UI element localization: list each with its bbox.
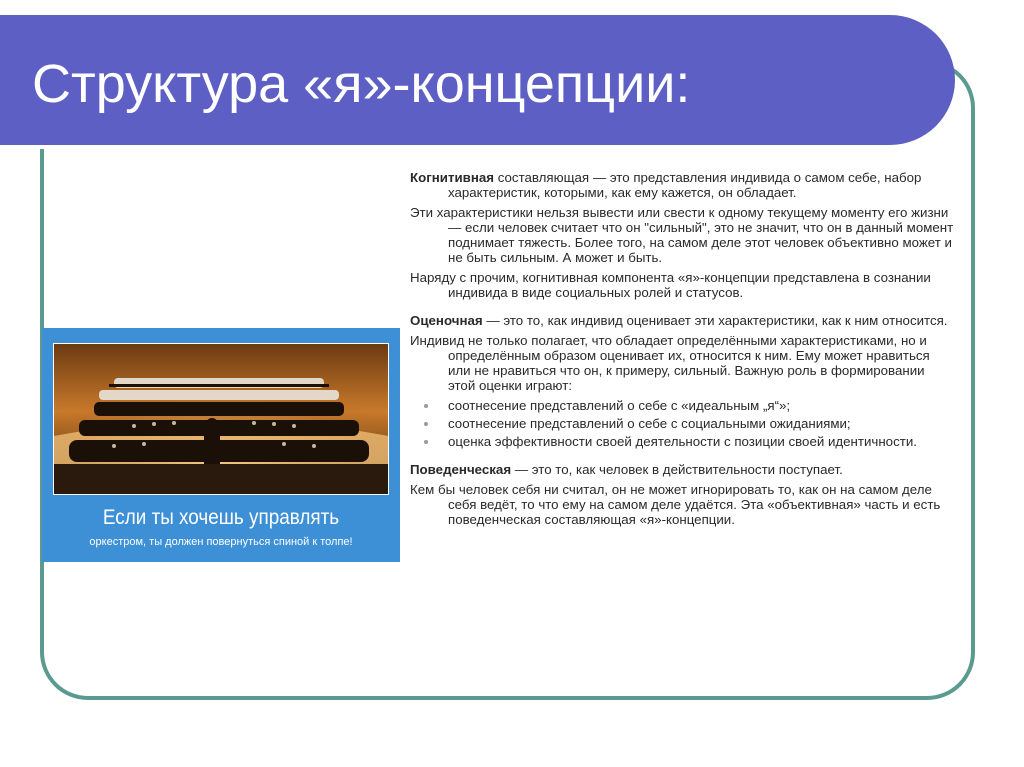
evaluative-paragraph-2: Индивид не только полагает, что обладает определёнными характеристиками, но и определённым образом оценивает их, относится к ним. Ему может нравиться или не нравиться что он, к примеру, сильный. Важную роль в формировании этой оценки играют: xyxy=(410,333,930,393)
bullet-dot-icon xyxy=(424,404,428,408)
behavioral-term: Поведенческая xyxy=(410,462,512,477)
poster-subline: оркестром, ты должен повернуться спиной к толпе! xyxy=(89,536,353,548)
motivator-poster xyxy=(42,328,400,562)
evaluative-definition: Оценочная — это то, как индивид оценивает эти характеристики, как к ним относится. xyxy=(410,313,948,328)
list-item: соотнесение представлений о себе с «идеальным „я“»; xyxy=(410,398,955,413)
bullet-dot-icon xyxy=(424,422,428,426)
slide-title: Структура «я»-концепции: xyxy=(32,54,691,114)
cognitive-paragraph-2: Эти характеристики нельзя вывести или свести к одному текущему моменту его жизни — если человек считает что он "сильный", это не значит, что он в данный момент поднимает тяжесть. Более того, на самом деле этот человек объективно может и не быть сильным. А может и быть. xyxy=(410,205,954,265)
evaluative-term: Оценочная xyxy=(410,313,483,328)
list-item: соотнесение представлений о себе с социальными ожиданиями; xyxy=(410,416,955,431)
title-underline xyxy=(0,145,905,149)
bullet-dot-icon xyxy=(424,440,428,444)
behavioral-definition: Поведенческая — это то, как человек в действительности поступает. xyxy=(410,462,843,477)
orchestra-photo xyxy=(53,343,389,495)
list-item: оценка эффективности своей деятельности с позиции своей идентичности. xyxy=(410,434,955,449)
content-text xyxy=(410,170,955,532)
cognitive-term: Когнитивная xyxy=(410,170,495,185)
cognitive-definition: Когнитивная составляющая — это представления индивида о самом себе, набор характеристик, которыми, как ему кажется, он обладает. xyxy=(410,170,922,200)
title-bar xyxy=(0,15,955,145)
poster-headline: Если ты хочешь управлять xyxy=(102,506,340,529)
behavioral-paragraph-2: Кем бы человек себя ни считал, он не может игнорировать то, как он на самом деле себя ведёт, то что ему на самом деле удаётся. Эта «объективная» часть и есть поведенческая составляющая «я»-концепции. xyxy=(410,482,941,527)
cognitive-paragraph-3: Наряду с прочим, когнитивная компонента «я»-концепции представлена в сознании индивида в виде социальных ролей и статусов. xyxy=(410,270,931,300)
